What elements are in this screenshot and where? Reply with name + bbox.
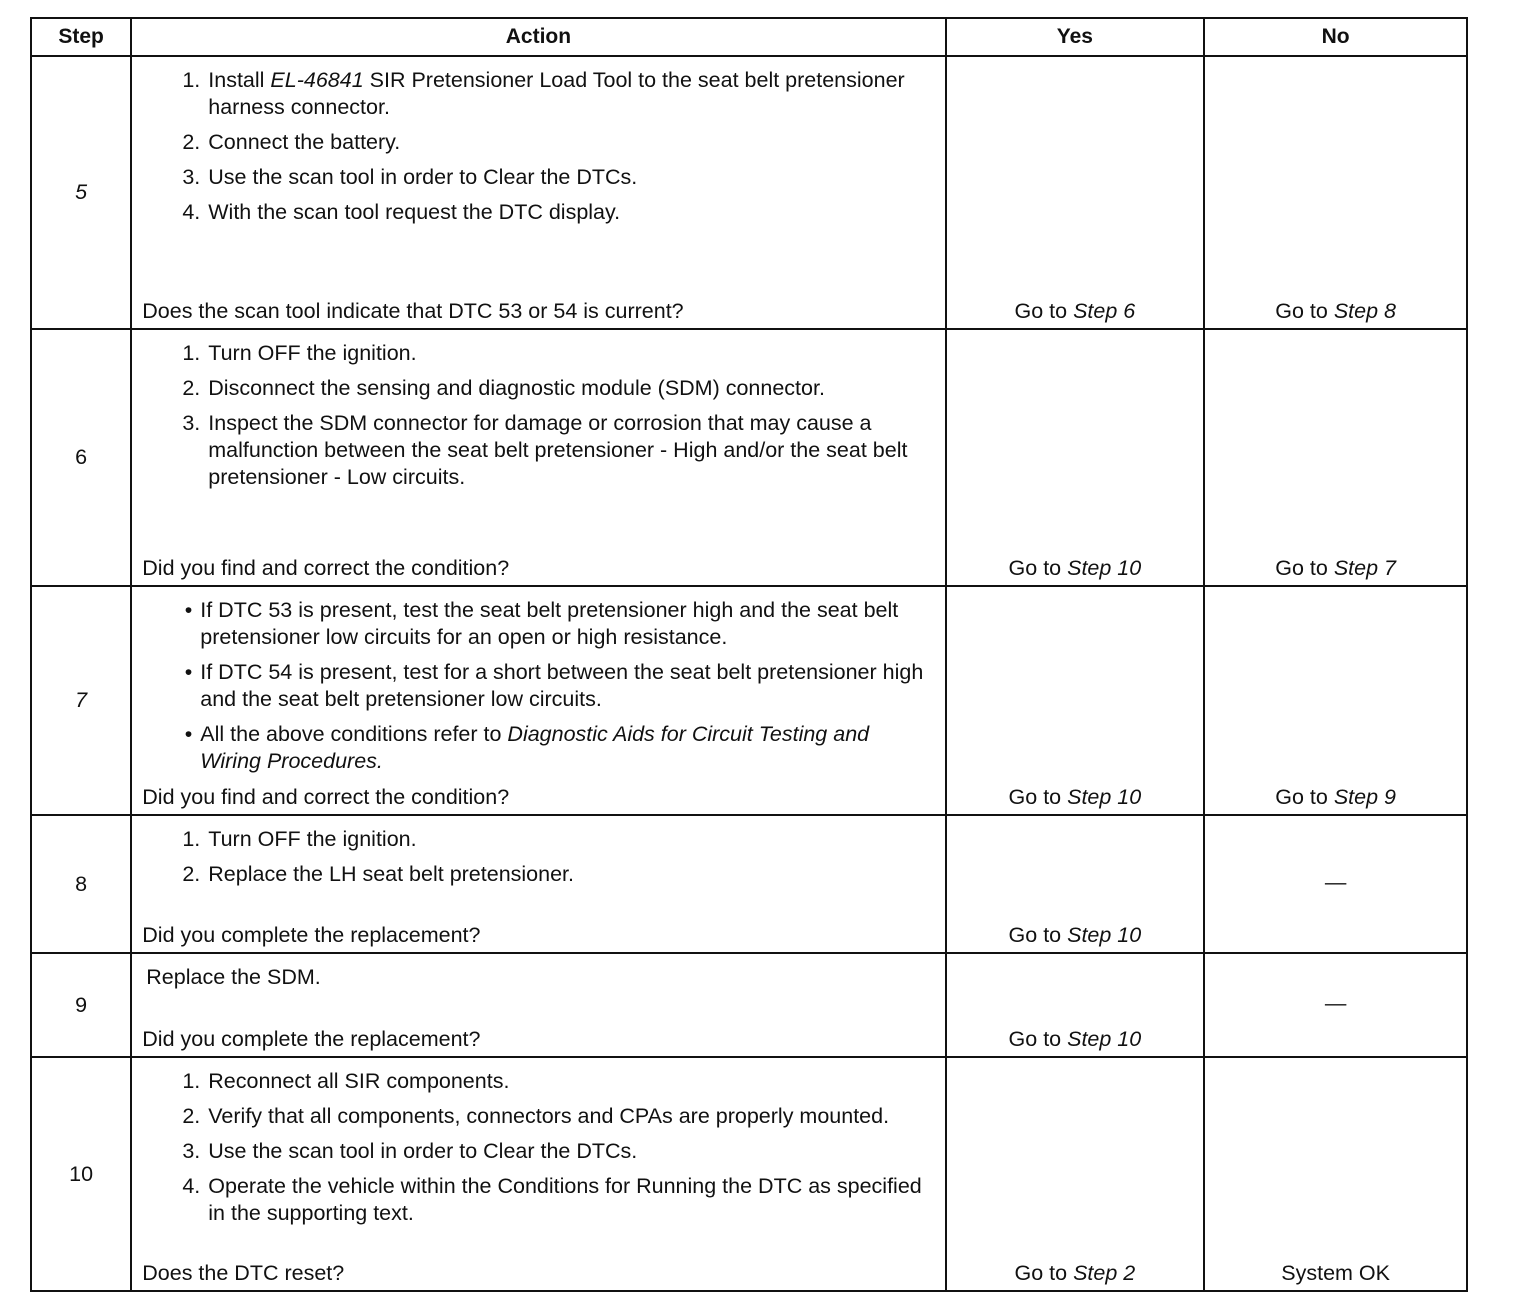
action-step [142,340,934,367]
action-content [132,587,944,814]
go-to-label: Go to [1275,299,1334,323]
go-to-label: Go to [1275,785,1334,809]
yes-result [946,1057,1205,1291]
step-marker: 1. [182,341,201,365]
action-content [132,57,944,328]
go-to-label: Go to [1008,556,1068,580]
text-segment: Turn OFF the ignition. [208,341,417,365]
step-reference: Step 10 [1067,923,1142,947]
action-step-text [200,721,934,775]
action-step-text [208,1068,509,1095]
step-marker: 2. [182,376,201,400]
text-segment: Reconnect all SIR components. [208,1069,510,1093]
step-reference: Step 8 [1333,299,1396,323]
action-question: Did you complete the replacement? [142,1027,481,1051]
bullet-marker: • [184,722,193,746]
step-marker: 1. [182,68,201,92]
action-step-text [208,199,620,226]
action-step [142,1068,934,1095]
step-number: 6 [31,329,131,586]
header-no: No [1204,18,1467,56]
yes-result [946,56,1205,329]
action-step-text [208,129,400,156]
text-segment: Disconnect the sensing and diagnostic module (SDM) connector. [208,376,825,400]
action-steps-list [142,964,934,999]
action-step [142,129,934,156]
action-step [142,164,934,191]
text-segment: Replace the SDM. [146,965,321,989]
action-step [142,964,934,991]
go-to-label: Go to [1014,299,1074,323]
yes-result [946,953,1205,1057]
action-cell [131,586,945,815]
action-content [132,1058,944,1290]
action-question: Did you find and correct the condition? [142,785,510,809]
text-segment: Use the scan tool in order to Clear the DTCs. [208,1139,638,1163]
action-step-text [208,861,574,888]
yes-result [946,815,1205,953]
table-row [31,815,1467,953]
text-segment: All the above conditions refer to [200,722,508,746]
step-marker: 4. [182,200,201,224]
step-number: 5 [31,56,131,329]
step-marker: 4. [182,1174,201,1198]
action-steps-list [142,67,934,234]
step-reference: Step 10 [1067,785,1142,809]
italic-reference: EL-46841 [270,68,364,92]
action-step-text [208,826,416,853]
table-row [31,56,1467,329]
no-result-text: System OK [1281,1261,1390,1285]
action-step [142,199,934,226]
header-action: Action [131,18,945,56]
step-reference: Step 7 [1333,556,1396,580]
action-step [142,659,934,713]
text-segment: SIR Pretensioner Load Tool to the seat belt pretensioner harness connector. [208,68,905,119]
go-to-label: Go to [1008,1027,1068,1051]
text-segment: If DTC 54 is present, test for a short between the seat belt pretensioner high and the seat belt pretensioner low circuits. [200,660,924,711]
text-segment: With the scan tool request the DTC display. [208,200,621,224]
text-segment: Connect the battery. [208,130,401,154]
no-result-text: — [1324,990,1347,1015]
action-step [142,597,934,651]
action-step-text [208,1138,637,1165]
yes-result [946,586,1205,815]
header-yes: Yes [946,18,1205,56]
step-reference: Step 9 [1333,785,1396,809]
action-step-text [208,1103,889,1130]
action-step [142,826,934,853]
text-segment: Operate the vehicle within the Conditions for Running the DTC as specified in the supporting text. [208,1174,922,1225]
action-step-text [200,659,934,713]
action-question: Does the scan tool indicate that DTC 53 or 54 is current? [142,299,684,323]
bullet-marker: • [184,660,193,684]
action-content [132,330,944,585]
no-result [1204,56,1467,329]
no-result [1204,1057,1467,1291]
text-segment: Replace the LH seat belt pretensioner. [208,862,574,886]
action-question: Did you complete the replacement? [142,923,481,947]
yes-result [946,329,1205,586]
action-step [142,375,934,402]
action-step [142,721,934,775]
action-steps-list [142,597,934,783]
action-content [132,954,944,1056]
table-row [31,953,1467,1057]
step-marker: 1. [182,1069,201,1093]
table-row [31,586,1467,815]
no-result [1204,329,1467,586]
action-cell [131,1057,945,1291]
table-row [31,329,1467,586]
action-steps-list [142,1068,934,1235]
action-step-text [208,1173,934,1227]
step-marker: 2. [182,862,201,886]
table-row [31,1057,1467,1291]
action-step-text [208,340,416,367]
action-steps-list [142,340,934,499]
step-reference: Step 6 [1073,299,1136,323]
step-marker: 3. [182,411,201,435]
action-step [142,67,934,121]
action-step-text [208,164,637,191]
action-cell [131,56,945,329]
no-result-text: — [1324,869,1347,894]
step-marker: 3. [182,165,201,189]
action-step [142,1173,934,1227]
go-to-label: Go to [1275,556,1334,580]
step-marker: 3. [182,1139,201,1163]
no-result [1204,586,1467,815]
text-segment: If DTC 53 is present, test the seat belt pretensioner high and the seat belt pretensioner low circuits for an open or high resistance. [200,598,899,649]
action-steps-list [142,826,934,896]
diagnostic-table [30,17,1468,1292]
action-step-text [208,67,934,121]
action-step [142,861,934,888]
step-reference: Step 10 [1067,1027,1142,1051]
step-number: 8 [31,815,131,953]
action-cell [131,953,945,1057]
italic-reference: Diagnostic Aids for Circuit Testing and Wiring Procedures. [200,722,870,773]
step-number: 7 [31,586,131,815]
header-step: Step [31,18,131,56]
go-to-label: Go to [1008,785,1068,809]
bullet-marker: • [184,598,193,622]
action-cell [131,329,945,586]
go-to-label: Go to [1008,923,1068,947]
action-step [142,1103,934,1130]
table-body [31,56,1467,1291]
action-step-text [208,375,825,402]
text-segment: Install [208,68,271,92]
action-step-text [200,597,934,651]
step-marker: 2. [182,1104,201,1128]
text-segment: Verify that all components, connectors and CPAs are properly mounted. [208,1104,890,1128]
text-segment: Turn OFF the ignition. [208,827,417,851]
step-reference: Step 2 [1073,1261,1136,1285]
action-cell [131,815,945,953]
action-content [132,816,944,952]
step-marker: 1. [182,827,201,851]
action-step [142,1138,934,1165]
step-reference: Step 10 [1067,556,1142,580]
go-to-label: Go to [1014,1261,1074,1285]
action-step [142,410,934,491]
action-question: Did you find and correct the condition? [142,556,510,580]
no-result [1204,953,1467,1057]
text-segment: Use the scan tool in order to Clear the DTCs. [208,165,638,189]
header-row [31,18,1467,56]
step-number: 9 [31,953,131,1057]
no-result [1204,815,1467,953]
action-step-text [142,964,320,991]
text-segment: Inspect the SDM connector for damage or corrosion that may cause a malfunction between the seat belt pretensioner - High and/or the seat belt pretensioner - Low circuits. [208,411,908,489]
action-question: Does the DTC reset? [142,1261,345,1285]
action-step-text [208,410,934,491]
step-number: 10 [31,1057,131,1291]
step-marker: 2. [182,130,201,154]
